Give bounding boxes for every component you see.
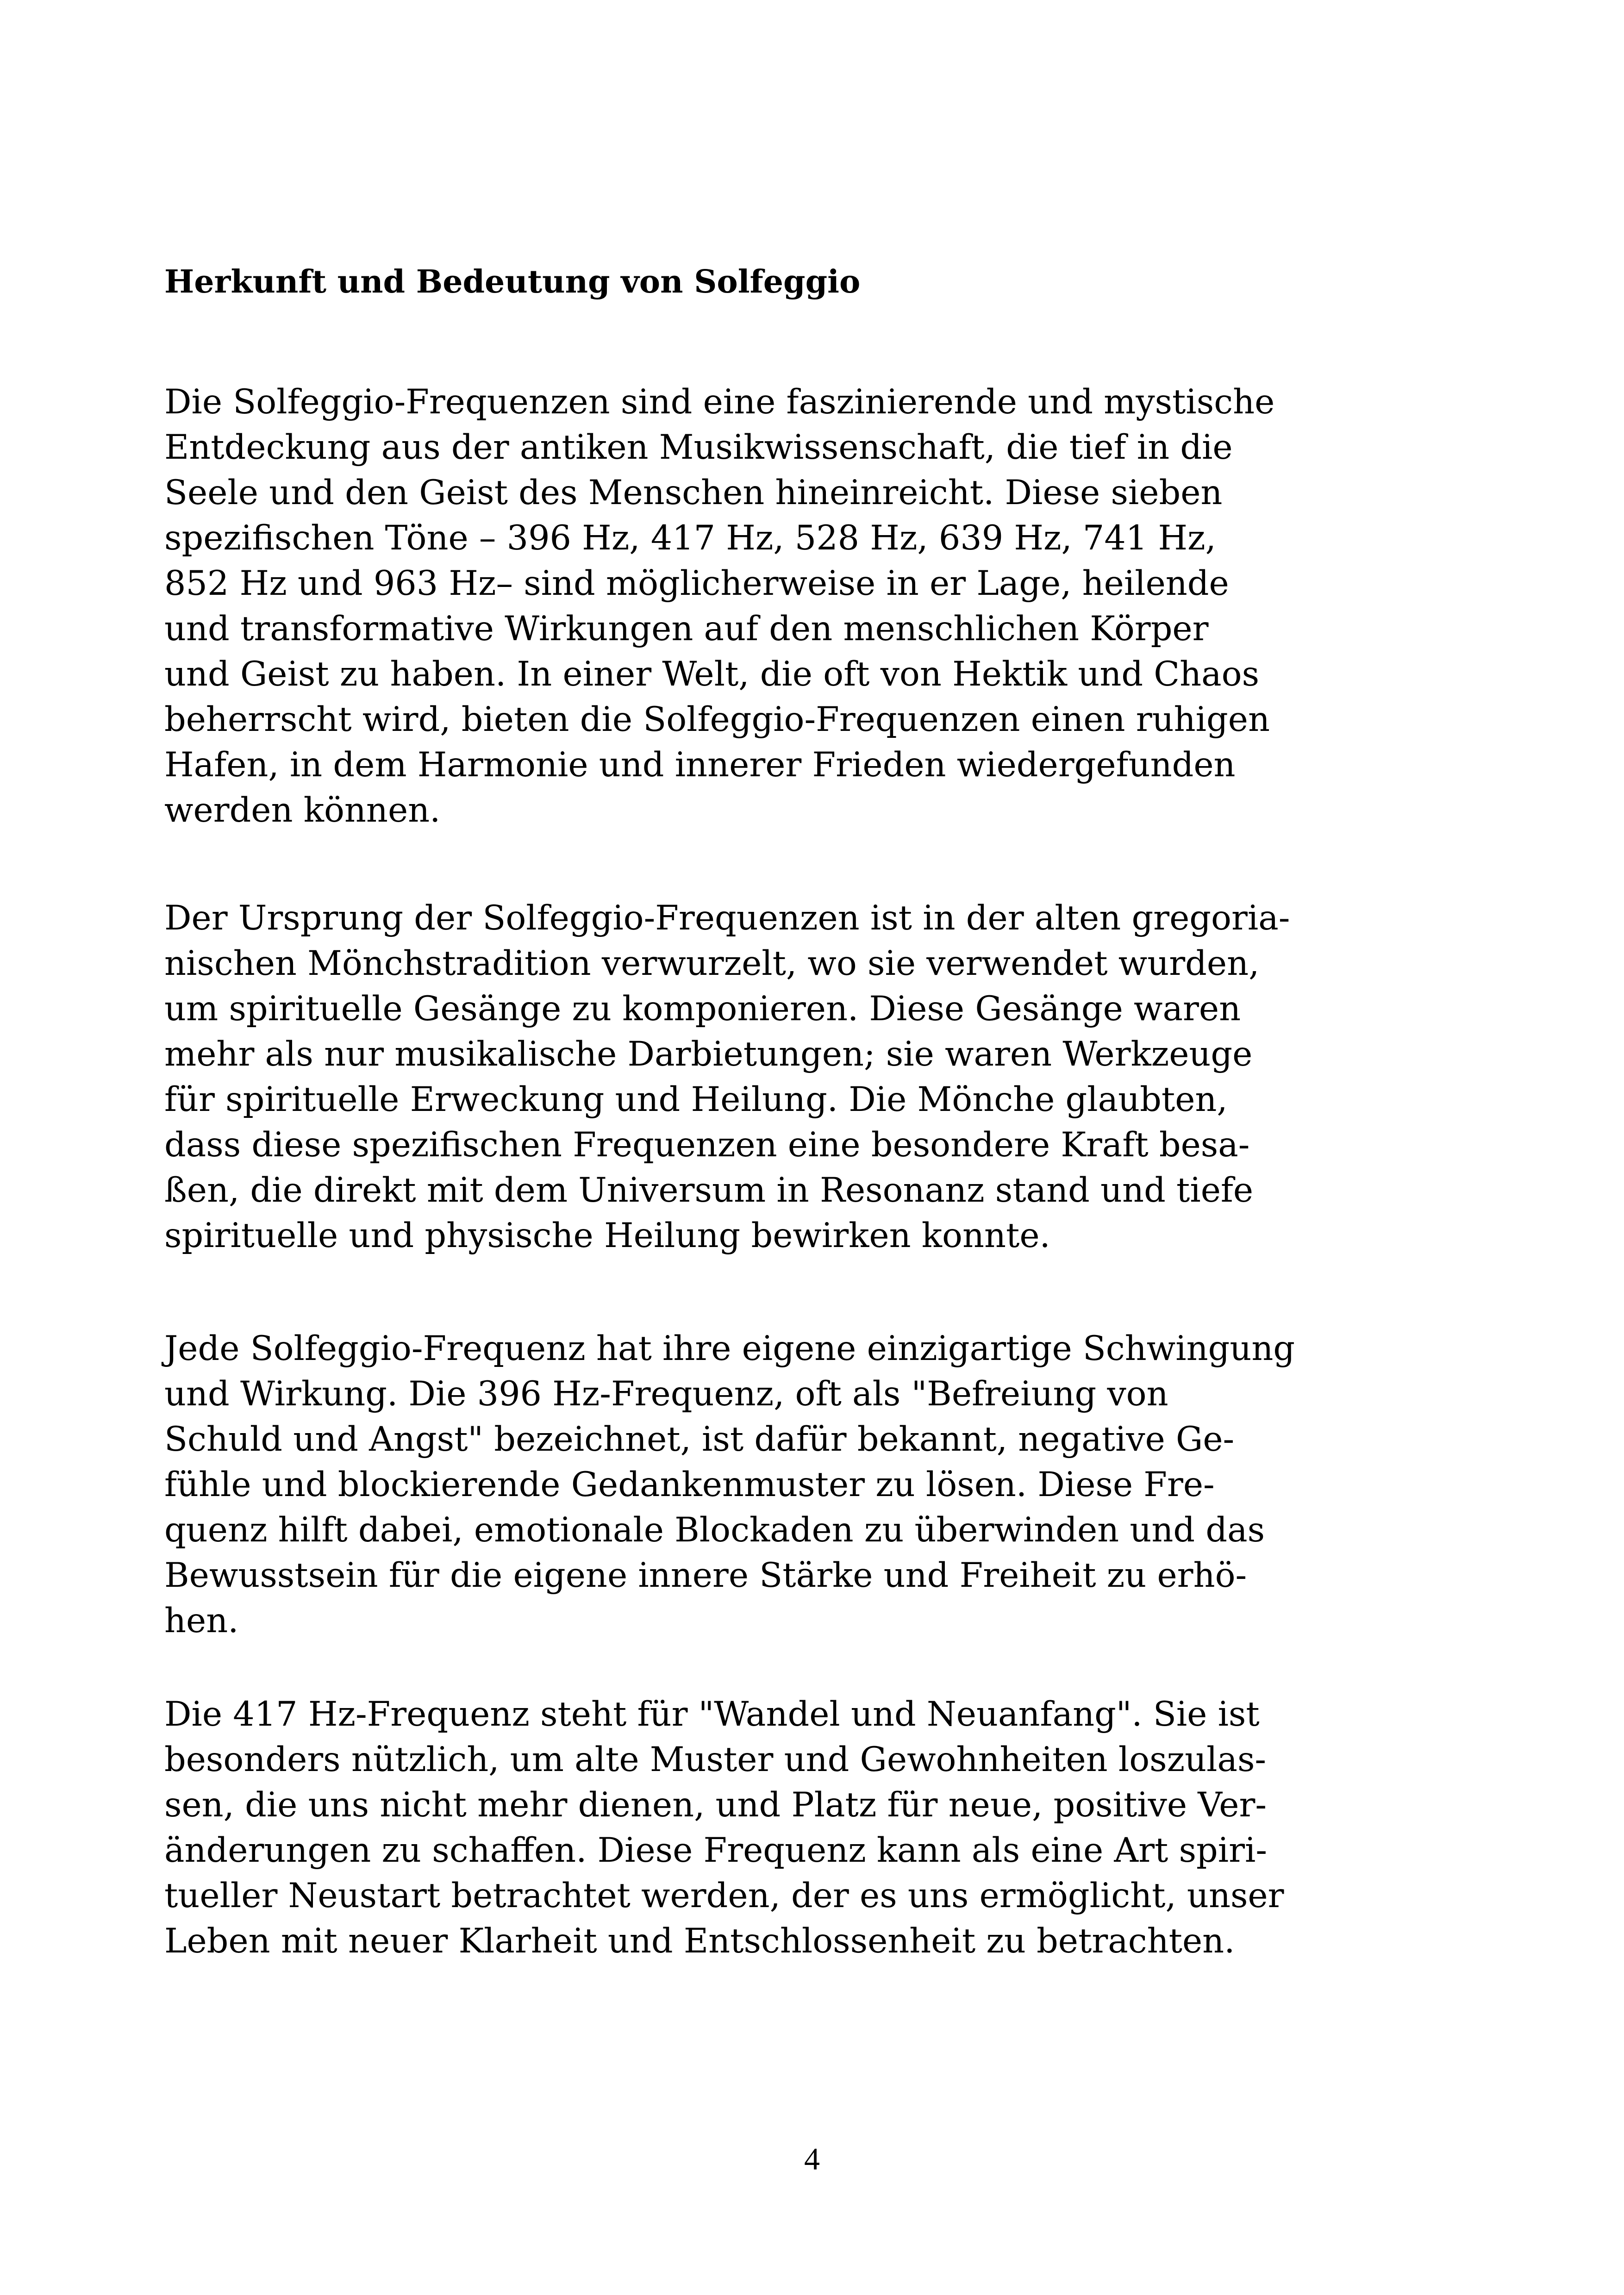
- paragraph-1: [164, 380, 1274, 833]
- text-line: dass diese spezifischen Frequenzen eine besondere Kraft besa-: [164, 1125, 1250, 1165]
- text-line: spezifischen Töne – 396 Hz, 417 Hz, 528 Hz, 639 Hz, 741 Hz,: [164, 518, 1216, 558]
- paragraph-2: [164, 896, 1290, 1259]
- text-line: Entdeckung aus der antiken Musikwissenschaft, die tief in die: [164, 428, 1233, 467]
- text-line: fühle und blockierende Gedankenmuster zu lösen. Diese Fre-: [164, 1465, 1215, 1504]
- page-title: Herkunft und Bedeutung von Solfeggio: [164, 263, 861, 300]
- text-line: um spirituelle Gesänge zu komponieren. Diese Gesänge waren: [164, 989, 1241, 1029]
- text-line: Schuld und Angst" bezeichnet, ist dafür bekannt, negative Ge-: [164, 1420, 1235, 1459]
- text-line: quenz hilft dabei, emotionale Blockaden zu überwinden und das: [164, 1510, 1265, 1550]
- text-line: Seele und den Geist des Menschen hineinreicht. Diese sieben: [164, 473, 1223, 512]
- text-line: und transformative Wirkungen auf den menschlichen Körper: [164, 609, 1209, 649]
- text-line: Die 417 Hz-Frequenz steht für "Wandel und Neuanfang". Sie ist: [164, 1695, 1260, 1734]
- page-number: 4: [804, 2141, 820, 2177]
- text-line: für spirituelle Erweckung und Heilung. Die Mönche glaubten,: [164, 1080, 1228, 1119]
- text-line: besonders nützlich, um alte Muster und Gewohnheiten loszulas-: [164, 1740, 1267, 1779]
- text-line: nischen Mönchstradition verwurzelt, wo sie verwendet wurden,: [164, 944, 1260, 983]
- paragraph-3: [164, 1326, 1295, 1644]
- text-line: ßen, die direkt mit dem Universum in Resonanz stand und tiefe: [164, 1171, 1254, 1210]
- text-line: werden können.: [164, 791, 441, 830]
- text-line: beherrscht wird, bieten die Solfeggio-Frequenzen einen ruhigen: [164, 700, 1270, 739]
- paragraph-4: [164, 1692, 1284, 1964]
- text-line: änderungen zu schaffen. Diese Frequenz kann als eine Art spiri-: [164, 1831, 1268, 1870]
- text-line: Leben mit neuer Klarheit und Entschlossenheit zu betrachten.: [164, 1921, 1235, 1961]
- text-line: Jede Solfeggio-Frequenz hat ihre eigene einzigartige Schwingung: [164, 1329, 1295, 1368]
- text-line: Hafen, in dem Harmonie und innerer Frieden wiedergefunden: [164, 745, 1236, 785]
- text-line: mehr als nur musikalische Darbietungen; sie waren Werkzeuge: [164, 1035, 1253, 1074]
- text-line: tueller Neustart betrachtet werden, der es uns ermöglicht, unser: [164, 1876, 1284, 1915]
- text-line: spirituelle und physische Heilung bewirken konnte.: [164, 1216, 1050, 1255]
- text-line: 852 Hz und 963 Hz– sind möglicherweise in er Lage, heilende: [164, 564, 1229, 603]
- text-line: hen.: [164, 1601, 239, 1640]
- text-line: und Geist zu haben. In einer Welt, die oft von Hektik und Chaos: [164, 655, 1260, 694]
- text-line: Bewusstsein für die eigene innere Stärke und Freiheit zu erhö-: [164, 1556, 1247, 1595]
- text-line: und Wirkung. Die 396 Hz-Frequenz, oft als "Befreiung von: [164, 1374, 1168, 1414]
- text-line: Die Solfeggio-Frequenzen sind eine faszinierende und mystische: [164, 382, 1275, 422]
- text-line: sen, die uns nicht mehr dienen, und Platz für neue, positive Ver-: [164, 1785, 1267, 1825]
- text-line: Der Ursprung der Solfeggio-Frequenzen ist in der alten gregoria-: [164, 898, 1290, 938]
